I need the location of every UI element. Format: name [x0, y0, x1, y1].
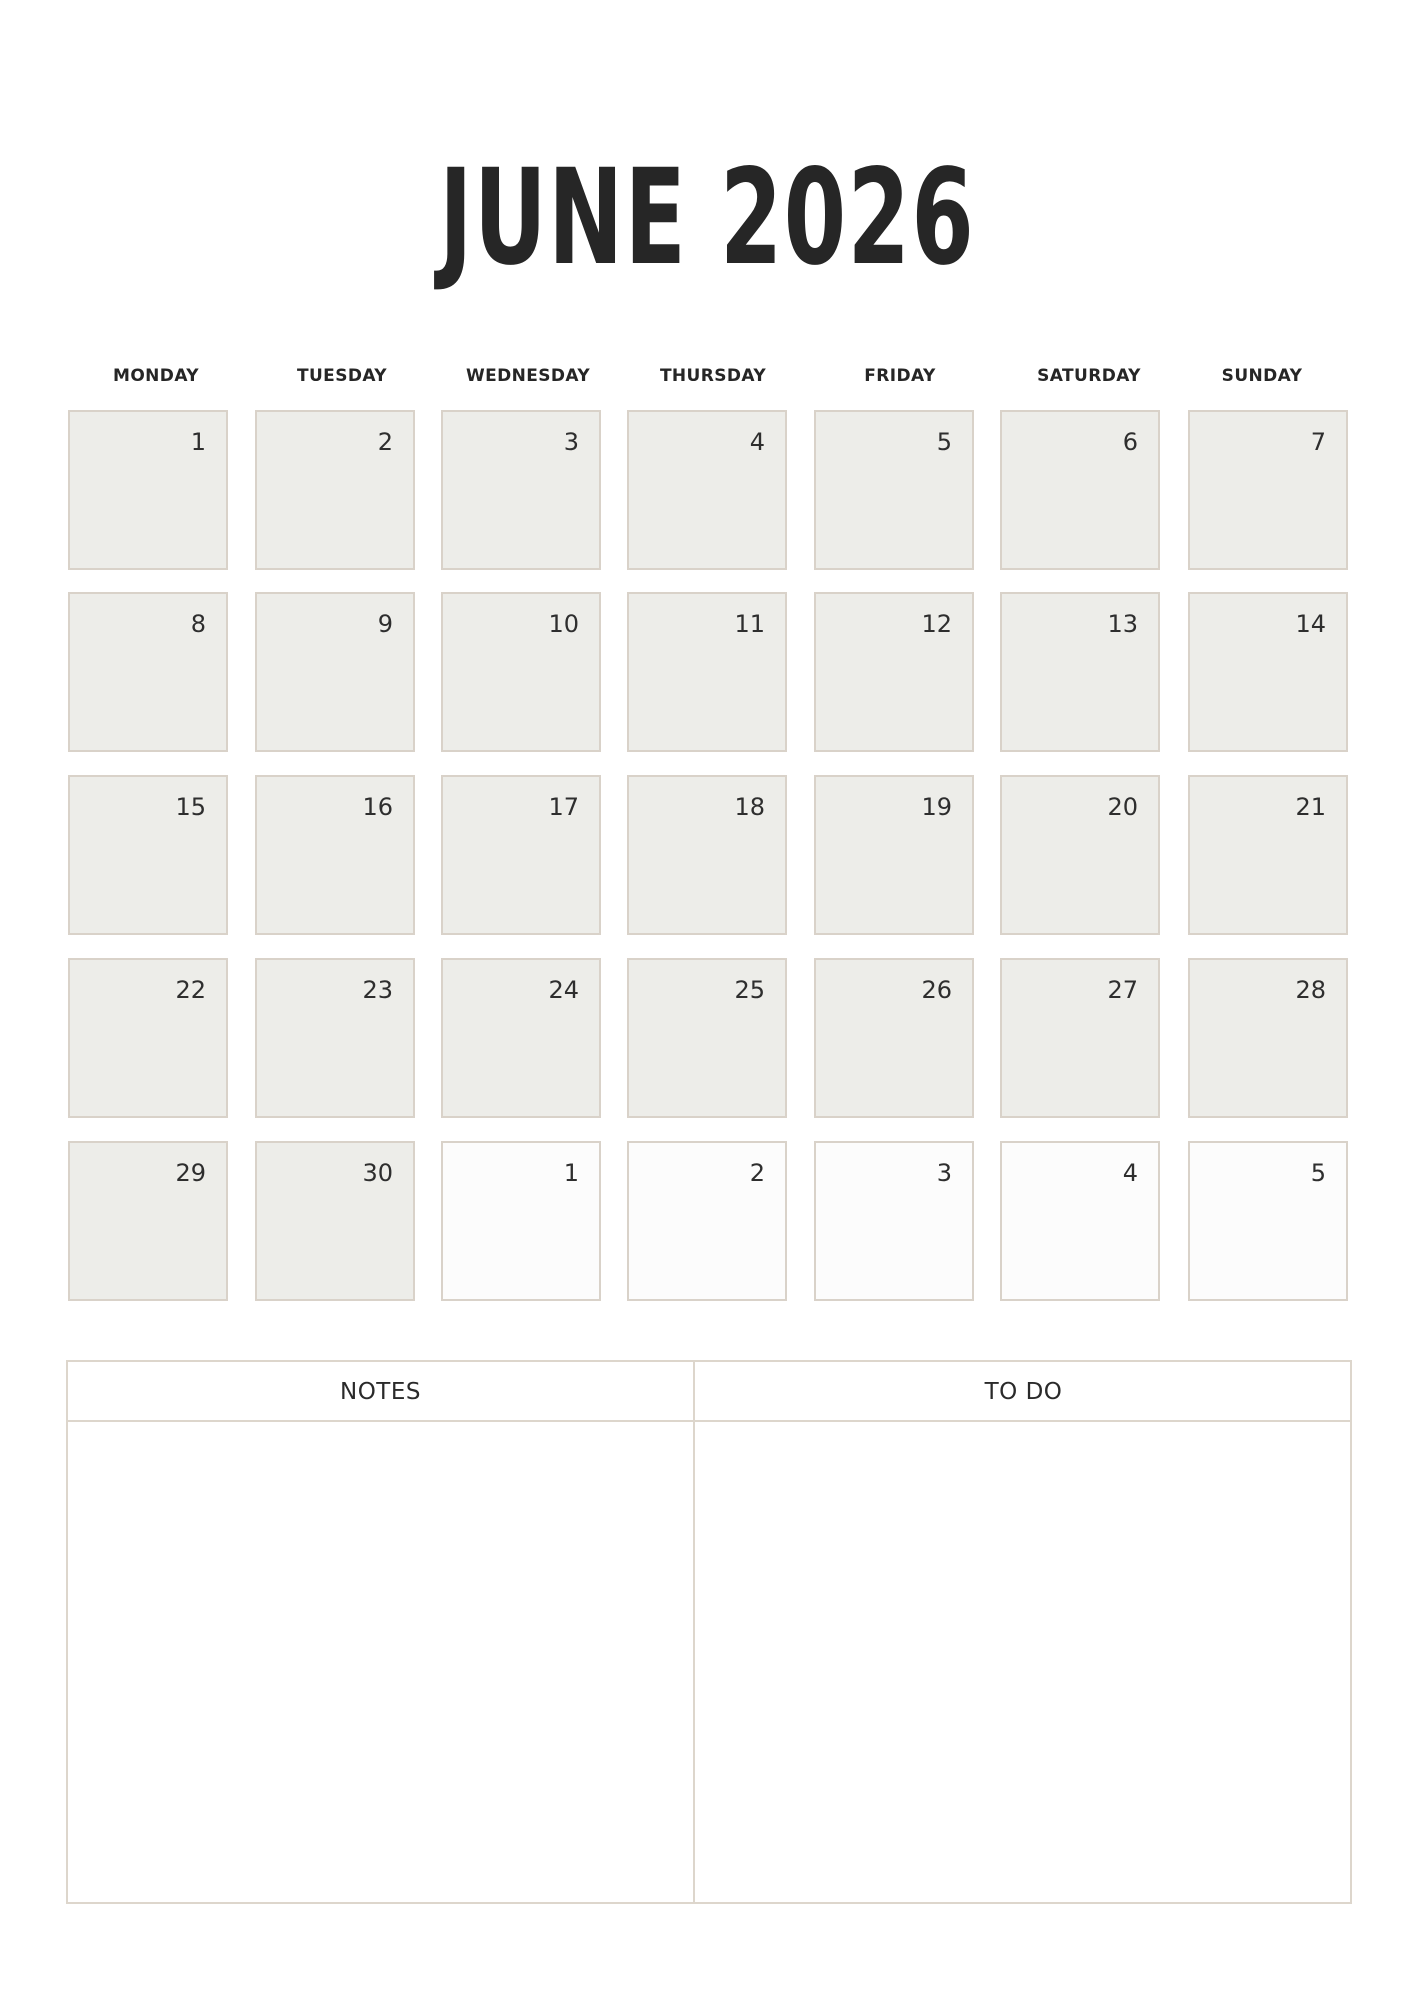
- day-number: 29: [175, 1159, 206, 1187]
- day-cell-next-month[interactable]: [441, 1141, 601, 1301]
- day-number: 3: [936, 1159, 952, 1187]
- notes-todo-panel: [66, 1360, 1352, 1904]
- day-cell[interactable]: [627, 775, 787, 935]
- day-cell[interactable]: [441, 958, 601, 1118]
- day-cell[interactable]: [68, 592, 228, 752]
- day-number: 5: [936, 428, 952, 456]
- day-number: 17: [548, 793, 579, 821]
- day-cell-next-month[interactable]: [814, 1141, 974, 1301]
- day-cell[interactable]: [441, 410, 601, 570]
- day-cell[interactable]: [814, 958, 974, 1118]
- day-cell[interactable]: [1188, 958, 1348, 1118]
- day-number: 21: [1295, 793, 1326, 821]
- weekday-wednesday: WEDNESDAY: [465, 366, 591, 386]
- day-number: 6: [1122, 428, 1138, 456]
- day-cell[interactable]: [1000, 592, 1160, 752]
- day-cell[interactable]: [255, 775, 415, 935]
- day-cell[interactable]: [627, 410, 787, 570]
- day-cell[interactable]: [627, 958, 787, 1118]
- day-cell[interactable]: [255, 592, 415, 752]
- day-number: 30: [362, 1159, 393, 1187]
- day-cell[interactable]: [1188, 775, 1348, 935]
- day-cell[interactable]: [814, 775, 974, 935]
- day-cell[interactable]: [68, 775, 228, 935]
- day-cell[interactable]: [255, 1141, 415, 1301]
- day-cell[interactable]: [68, 410, 228, 570]
- day-number: 14: [1295, 610, 1326, 638]
- todo-heading: TO DO: [984, 1379, 1063, 1405]
- day-cell[interactable]: [1000, 410, 1160, 570]
- day-number: 1: [563, 1159, 579, 1187]
- day-number: 5: [1310, 1159, 1326, 1187]
- month-year-label: JUNE 2026: [438, 141, 976, 295]
- day-cell[interactable]: [1188, 410, 1348, 570]
- day-number: 10: [548, 610, 579, 638]
- day-cell[interactable]: [255, 410, 415, 570]
- day-cell[interactable]: [814, 410, 974, 570]
- day-number: 7: [1310, 428, 1326, 456]
- day-number: 8: [190, 610, 206, 638]
- day-number: 27: [1107, 976, 1138, 1004]
- notes-area[interactable]: [68, 1422, 693, 1902]
- day-number: 18: [734, 793, 765, 821]
- day-number: 15: [175, 793, 206, 821]
- day-number: 13: [1107, 610, 1138, 638]
- day-cell[interactable]: [814, 592, 974, 752]
- day-cell[interactable]: [1000, 958, 1160, 1118]
- day-cell[interactable]: [441, 592, 601, 752]
- day-cell-next-month[interactable]: [627, 1141, 787, 1301]
- day-number: 23: [362, 976, 393, 1004]
- day-number: 4: [749, 428, 765, 456]
- day-number: 4: [1122, 1159, 1138, 1187]
- day-number: 16: [362, 793, 393, 821]
- day-number: 25: [734, 976, 765, 1004]
- day-number: 12: [921, 610, 952, 638]
- day-cell[interactable]: [68, 1141, 228, 1301]
- day-number: 2: [749, 1159, 765, 1187]
- weekday-friday: FRIDAY: [864, 366, 936, 386]
- weekday-saturday: SATURDAY: [1037, 366, 1141, 386]
- day-cell-next-month[interactable]: [1188, 1141, 1348, 1301]
- day-number: 2: [377, 428, 393, 456]
- day-cell[interactable]: [627, 592, 787, 752]
- day-cell[interactable]: [255, 958, 415, 1118]
- day-number: 3: [563, 428, 579, 456]
- day-number: 28: [1295, 976, 1326, 1004]
- day-number: 11: [734, 610, 765, 638]
- weekday-sunday: SUNDAY: [1221, 366, 1303, 386]
- day-cell[interactable]: [441, 775, 601, 935]
- day-number: 24: [548, 976, 579, 1004]
- day-number: 26: [921, 976, 952, 1004]
- day-cell-next-month[interactable]: [1000, 1141, 1160, 1301]
- day-cell[interactable]: [1000, 775, 1160, 935]
- weekday-monday: MONDAY: [113, 366, 199, 386]
- day-cell[interactable]: [1188, 592, 1348, 752]
- day-number: 9: [377, 610, 393, 638]
- day-number: 22: [175, 976, 206, 1004]
- day-number: 20: [1107, 793, 1138, 821]
- weekday-tuesday: TUESDAY: [296, 366, 387, 386]
- weekday-thursday: THURSDAY: [659, 366, 767, 386]
- todo-area[interactable]: [695, 1422, 1350, 1902]
- notes-heading: NOTES: [340, 1379, 421, 1405]
- day-number: 1: [190, 428, 206, 456]
- day-number: 19: [921, 793, 952, 821]
- day-cell[interactable]: [68, 958, 228, 1118]
